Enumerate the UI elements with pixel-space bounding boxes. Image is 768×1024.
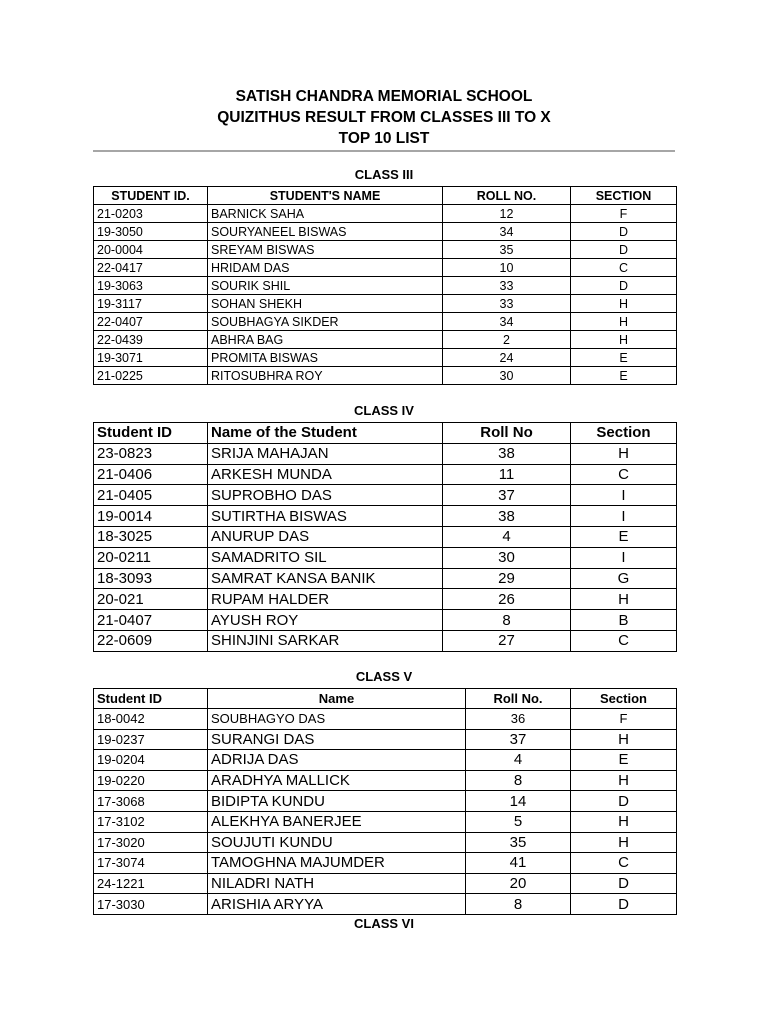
roll-no-cell: 33 [443,277,571,295]
table-row [94,241,677,259]
student-id-cell: 22-0407 [94,313,208,331]
student-id-cell: 21-0405 [94,485,208,506]
table-row [94,349,677,367]
section-cell: F [571,709,677,730]
roll-no-cell: 27 [443,630,571,651]
student-name-cell: PROMITA BISWAS [208,349,443,367]
table-row [94,853,677,874]
student-name-cell: SAMADRITO SIL [208,547,443,568]
section-cell: E [571,349,677,367]
student-name-cell: SAMRAT KANSA BANIK [208,568,443,589]
class-vi-title: CLASS VI [354,916,414,931]
table-header-row [94,187,677,205]
student-id-cell: 19-3117 [94,295,208,313]
section-cell: D [571,894,677,915]
student-id-cell: 18-3025 [94,526,208,547]
student-name-cell: ABHRA BAG [208,331,443,349]
table-row [94,295,677,313]
column-header: Section [571,689,677,709]
table-row [94,729,677,750]
table-row [94,331,677,349]
column-header: ROLL NO. [443,187,571,205]
table-header-row [94,423,677,444]
student-id-cell: 21-0407 [94,610,208,631]
student-name-cell: SOURIK SHIL [208,277,443,295]
student-name-cell: SURANGI DAS [208,729,466,750]
table-header-row [94,689,677,709]
table-row [94,568,677,589]
column-header: Roll No. [466,689,571,709]
table-row [94,547,677,568]
section-cell: H [571,729,677,750]
student-id-cell: 17-3074 [94,853,208,874]
roll-no-cell: 14 [466,791,571,812]
class-v-table [93,688,677,915]
table-row [94,506,677,527]
table-row [94,526,677,547]
student-name-cell: BARNICK SAHA [208,205,443,223]
section-cell: E [571,526,677,547]
table-row [94,277,677,295]
student-name-cell: RITOSUBHRA ROY [208,367,443,385]
section-cell: I [571,506,677,527]
table-row [94,443,677,464]
section-cell: D [571,277,677,295]
student-name-cell: SOUBHAGYO DAS [208,709,466,730]
roll-no-cell: 37 [466,729,571,750]
student-name-cell: NILADRI NATH [208,873,466,894]
student-id-cell: 19-0014 [94,506,208,527]
roll-no-cell: 35 [443,241,571,259]
student-name-cell: SOUBHAGYA SIKDER [208,313,443,331]
student-name-cell: ARISHIA ARYYA [208,894,466,915]
student-id-cell: 20-021 [94,589,208,610]
section-cell: I [571,485,677,506]
table-row [94,832,677,853]
roll-no-cell: 30 [443,367,571,385]
column-header: SECTION [571,187,677,205]
result-subtitle: QUIZITHUS RESULT FROM CLASSES III TO X [217,109,551,126]
table-row [94,791,677,812]
school-name: SATISH CHANDRA MEMORIAL SCHOOL [235,88,533,105]
section-cell: H [571,331,677,349]
section-cell: C [571,464,677,485]
roll-no-cell: 2 [443,331,571,349]
table-row [94,750,677,771]
student-id-cell: 17-3068 [94,791,208,812]
student-name-cell: SOURYANEEL BISWAS [208,223,443,241]
student-name-cell: SUTIRTHA BISWAS [208,506,443,527]
roll-no-cell: 34 [443,223,571,241]
section-cell: C [571,853,677,874]
roll-no-cell: 36 [466,709,571,730]
table-row [94,630,677,651]
table-row [94,259,677,277]
student-id-cell: 20-0211 [94,547,208,568]
student-id-cell: 23-0823 [94,443,208,464]
section-cell: F [571,205,677,223]
column-header: Name [208,689,466,709]
roll-no-cell: 4 [443,526,571,547]
student-name-cell: ALEKHYA BANERJEE [208,811,466,832]
roll-no-cell: 35 [466,832,571,853]
table-row [94,811,677,832]
section-cell: H [571,443,677,464]
student-id-cell: 17-3020 [94,832,208,853]
section-cell: D [571,791,677,812]
roll-no-cell: 8 [443,610,571,631]
class-iv-table [93,422,677,652]
section-cell: C [571,630,677,651]
student-id-cell: 17-3102 [94,811,208,832]
student-name-cell: ANURUP DAS [208,526,443,547]
student-name-cell: AYUSH ROY [208,610,443,631]
student-id-cell: 17-3030 [94,894,208,915]
section-cell: C [571,259,677,277]
table-row [94,367,677,385]
student-id-cell: 21-0203 [94,205,208,223]
student-name-cell: RUPAM HALDER [208,589,443,610]
column-header: STUDENT'S NAME [208,187,443,205]
roll-no-cell: 12 [443,205,571,223]
roll-no-cell: 38 [443,443,571,464]
student-name-cell: ARKESH MUNDA [208,464,443,485]
student-name-cell: TAMOGHNA MAJUMDER [208,853,466,874]
table-row [94,610,677,631]
student-name-cell: SOHAN SHEKH [208,295,443,313]
section-cell: E [571,367,677,385]
student-id-cell: 19-3063 [94,277,208,295]
student-id-cell: 19-0204 [94,750,208,771]
section-cell: H [571,811,677,832]
table-row [94,589,677,610]
column-header: Roll No [443,423,571,444]
section-cell: H [571,832,677,853]
section-cell: H [571,313,677,331]
student-id-cell: 19-3050 [94,223,208,241]
class-iv-title: CLASS IV [354,403,414,418]
roll-no-cell: 4 [466,750,571,771]
roll-no-cell: 26 [443,589,571,610]
class-iii-title: CLASS III [354,167,414,182]
student-id-cell: 22-0609 [94,630,208,651]
student-id-cell: 18-0042 [94,709,208,730]
roll-no-cell: 29 [443,568,571,589]
student-id-cell: 22-0439 [94,331,208,349]
student-name-cell: ARADHYA MALLICK [208,770,466,791]
student-id-cell: 18-3093 [94,568,208,589]
roll-no-cell: 38 [443,506,571,527]
roll-no-cell: 37 [443,485,571,506]
student-name-cell: SOUJUTI KUNDU [208,832,466,853]
roll-no-cell: 34 [443,313,571,331]
roll-no-cell: 8 [466,770,571,791]
roll-no-cell: 41 [466,853,571,874]
section-cell: G [571,568,677,589]
section-cell: E [571,750,677,771]
column-header: Name of the Student [208,423,443,444]
student-name-cell: SUPROBHO DAS [208,485,443,506]
roll-no-cell: 24 [443,349,571,367]
section-cell: B [571,610,677,631]
table-row [94,223,677,241]
student-name-cell: SREYAM BISWAS [208,241,443,259]
student-name-cell: HRIDAM DAS [208,259,443,277]
section-cell: H [571,770,677,791]
section-cell: D [571,873,677,894]
student-name-cell: ADRIJA DAS [208,750,466,771]
table-row [94,205,677,223]
student-name-cell: SHINJINI SARKAR [208,630,443,651]
class-iii-table [93,186,677,385]
student-id-cell: 24-1221 [94,873,208,894]
table-row [94,485,677,506]
roll-no-cell: 20 [466,873,571,894]
section-cell: H [571,295,677,313]
roll-no-cell: 33 [443,295,571,313]
document-header [0,86,768,149]
list-title: TOP 10 LIST [338,130,430,147]
student-id-cell: 19-0220 [94,770,208,791]
table-row [94,770,677,791]
roll-no-cell: 30 [443,547,571,568]
table-row [94,709,677,730]
roll-no-cell: 11 [443,464,571,485]
student-name-cell: SRIJA MAHAJAN [208,443,443,464]
column-header: STUDENT ID. [94,187,208,205]
column-header: Student ID [94,689,208,709]
table-row [94,464,677,485]
student-id-cell: 22-0417 [94,259,208,277]
student-id-cell: 19-3071 [94,349,208,367]
table-row [94,313,677,331]
student-id-cell: 21-0225 [94,367,208,385]
roll-no-cell: 5 [466,811,571,832]
section-cell: H [571,589,677,610]
section-cell: D [571,223,677,241]
section-cell: I [571,547,677,568]
header-divider [93,150,675,152]
section-cell: D [571,241,677,259]
student-id-cell: 21-0406 [94,464,208,485]
column-header: Student ID [94,423,208,444]
class-v-title: CLASS V [355,669,413,684]
student-id-cell: 20-0004 [94,241,208,259]
student-name-cell: BIDIPTA KUNDU [208,791,466,812]
table-row [94,873,677,894]
table-row [94,894,677,915]
roll-no-cell: 10 [443,259,571,277]
student-id-cell: 19-0237 [94,729,208,750]
column-header: Section [571,423,677,444]
roll-no-cell: 8 [466,894,571,915]
